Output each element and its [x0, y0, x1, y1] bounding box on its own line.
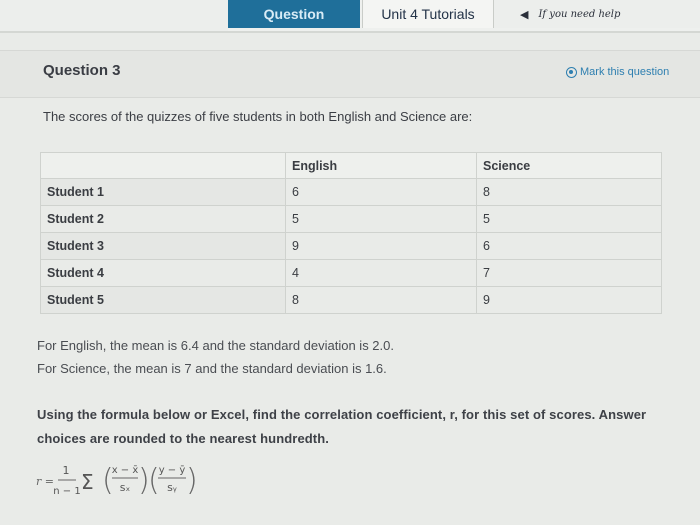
english-score: 5 — [286, 206, 477, 233]
tab-question[interactable]: Question — [228, 0, 360, 28]
nav-divider — [0, 31, 700, 33]
english-score: 9 — [286, 233, 477, 260]
english-score: 6 — [286, 179, 477, 206]
table-row — [41, 233, 662, 260]
formula-y-denominator: sᵧ — [167, 481, 177, 494]
table-row — [41, 287, 662, 314]
formula-left-paren-2: ( — [148, 463, 160, 498]
table-row — [41, 206, 662, 233]
help-text: If you need help — [538, 8, 621, 20]
formula-y-numerator: y − ȳ — [158, 465, 186, 476]
science-score: 7 — [477, 260, 662, 287]
scores-table — [40, 152, 662, 314]
formula-x-denominator: sₓ — [119, 481, 131, 494]
formula-right-paren-2: ) — [186, 463, 198, 498]
mark-question-label: Mark this question — [580, 66, 670, 78]
table-header-row — [41, 153, 662, 179]
student-label: Student 3 — [41, 233, 286, 260]
nav-spacer — [0, 0, 228, 32]
student-label: Student 1 — [41, 179, 286, 206]
header-blank — [41, 153, 286, 179]
table-row — [41, 179, 662, 206]
formula-r: r = — [36, 475, 54, 488]
english-score: 8 — [286, 287, 477, 314]
science-score: 8 — [477, 179, 662, 206]
header-english: English — [286, 153, 477, 179]
instructions-text: Using the formula below or Excel, find the correlation coefficient, r, for this set of scores. Answer choices are rounded to the nearest hundredth. — [37, 407, 647, 446]
target-circle-icon — [566, 67, 577, 78]
table-row — [41, 260, 662, 287]
question-intro: The scores of the quizzes of five students in both English and Science are: — [43, 109, 473, 124]
tab-unit-tutorials[interactable]: Unit 4 Tutorials — [362, 0, 494, 28]
formula-n-minus-1: n − 1 — [53, 486, 81, 497]
science-score: 6 — [477, 233, 662, 260]
student-label: Student 5 — [41, 287, 286, 314]
question-title: Question 3 — [43, 62, 121, 79]
header-science: Science — [477, 153, 662, 179]
science-stats: For Science, the mean is 7 and the standard deviation is 1.6. — [37, 361, 387, 376]
formula-left-paren-1: ( — [102, 463, 114, 498]
formula-x-numerator: x − x̄ — [111, 465, 139, 476]
science-score: 9 — [477, 287, 662, 314]
science-score: 5 — [477, 206, 662, 233]
top-nav — [0, 0, 700, 32]
student-label: Student 2 — [41, 206, 286, 233]
mark-question-button[interactable] — [566, 66, 669, 78]
formula-sigma: Σ — [81, 470, 94, 494]
correlation-formula — [36, 457, 236, 507]
left-arrow-icon: ◀ — [520, 7, 529, 21]
english-score: 4 — [286, 260, 477, 287]
english-stats: For English, the mean is 6.4 and the standard deviation is 2.0. — [37, 338, 394, 353]
formula-right-paren-1: ) — [138, 463, 150, 498]
formula-one: 1 — [62, 464, 70, 477]
student-label: Student 4 — [41, 260, 286, 287]
help-link[interactable] — [494, 0, 700, 28]
